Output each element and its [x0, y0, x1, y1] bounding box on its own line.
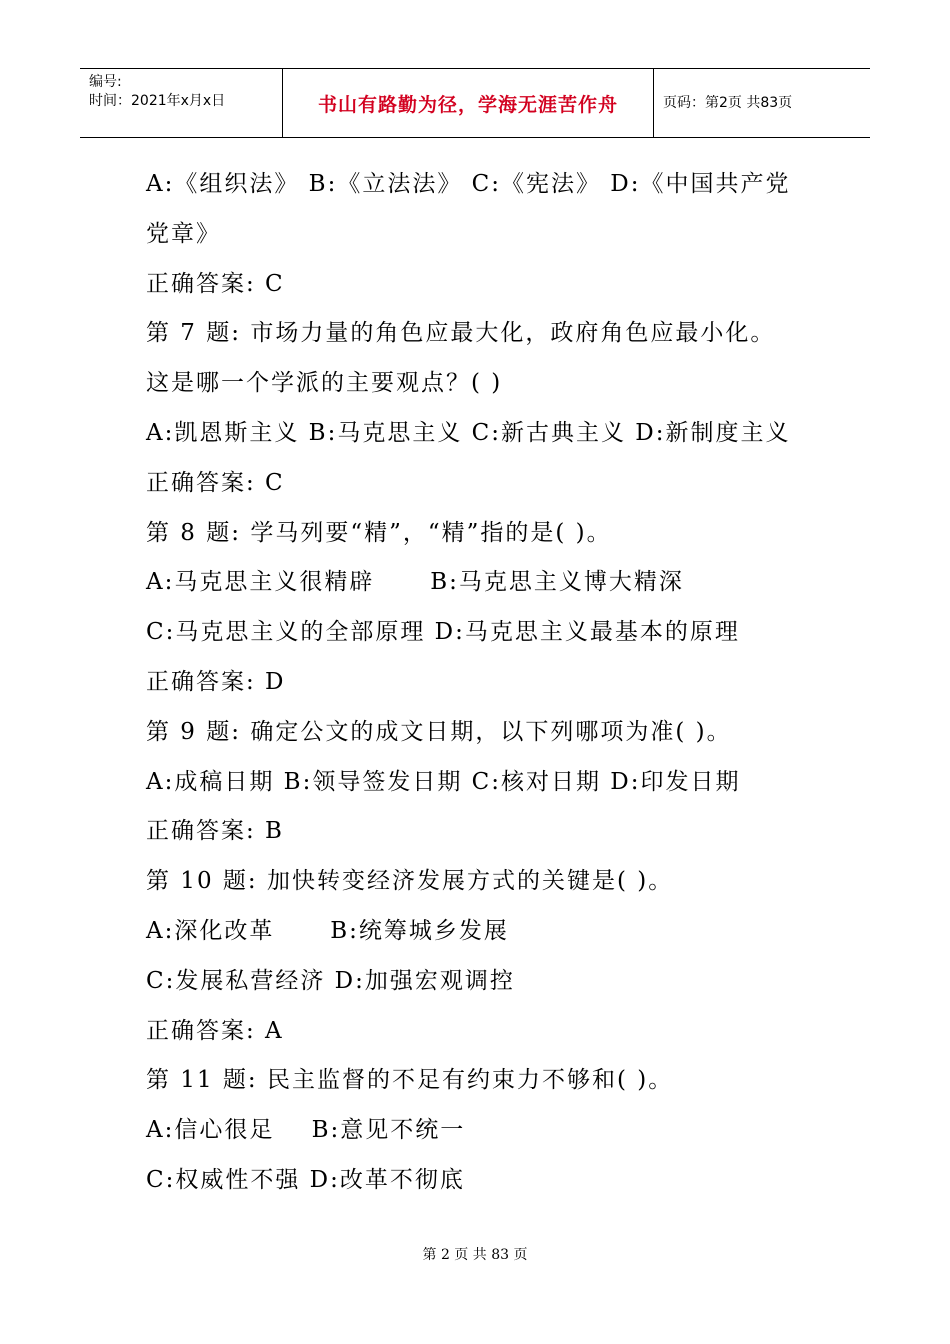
page-footer: 第 2 页 共 83 页 — [422, 1247, 528, 1263]
serial-number-label: 编号: — [89, 74, 122, 90]
question-line: 第 10 题: 加快转变经济发展方式的关键是( )。 — [146, 868, 674, 895]
answer-line: 正确答案: C — [146, 270, 285, 297]
answer-line: 正确答案: D — [146, 668, 286, 695]
header-motto-cell — [283, 69, 654, 137]
options-line: A:成稿日期 B:领导签发日期 C:核对日期 D:印发日期 — [146, 768, 741, 795]
options-line: C:发展私营经济 D:加强宏观调控 — [146, 967, 515, 994]
options-line: A:深化改革 B:统筹城乡发展 — [146, 917, 509, 944]
question-line: 第 11 题: 民主监督的不足有约束力不够和( )。 — [146, 1067, 674, 1094]
text-line: 这是哪一个学派的主要观点？( ) — [146, 370, 503, 397]
text-line: A:《组织法》 B:《立法法》 C:《宪法》 D:《中国共产党 — [146, 171, 791, 197]
text-line: 党章》 — [146, 220, 221, 247]
options-line: C:马克思主义的全部原理 D:马克思主义最基本的原理 — [146, 619, 740, 646]
motto: 书山有路勤为径，学海无涯苦作舟 — [317, 94, 618, 116]
page-header — [80, 68, 870, 138]
date-label: 时间：2021年x月x日 — [89, 93, 226, 109]
question-line: 第 7 题: 市场力量的角色应最大化，政府角色应最小化。 — [146, 320, 776, 347]
options-line: A:信心很足 B:意见不统一 — [146, 1117, 466, 1144]
header-page-info: 页码：第2页 共83页 — [663, 95, 793, 111]
options-line: A:马克思主义很精辟 B:马克思主义博大精深 — [146, 569, 684, 596]
answer-line: 正确答案: A — [146, 1017, 284, 1044]
answer-line: 正确答案: C — [146, 469, 285, 496]
header-meta-cell — [80, 69, 283, 137]
header-page-cell — [654, 69, 870, 137]
options-line: A:凯恩斯主义 B:马克思主义 C:新古典主义 D:新制度主义 — [146, 419, 791, 446]
question-line: 第 8 题: 学马列要“精”，“精”指的是( )。 — [146, 519, 612, 546]
options-line: C:权威性不强 D:改革不彻底 — [146, 1166, 465, 1193]
question-line: 第 9 题: 确定公文的成文日期，以下列哪项为准( )。 — [146, 718, 732, 745]
question-content — [146, 160, 846, 1206]
answer-line: 正确答案: B — [146, 818, 284, 845]
